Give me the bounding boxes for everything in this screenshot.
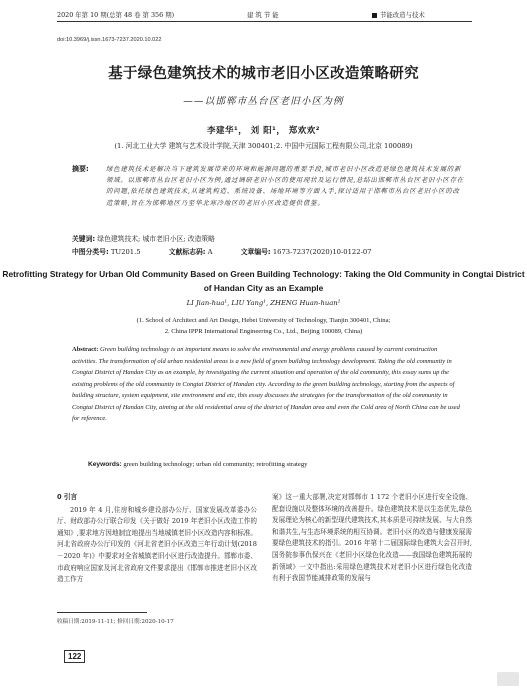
journal-name: 建 筑 节 能 — [247, 11, 279, 19]
keywords-chinese-text: 绿色建筑技术; 城市老旧小区; 改造策略 — [97, 235, 215, 243]
affiliation-english — [0, 315, 527, 337]
clc — [72, 248, 141, 256]
section-heading-introduction: 0 引言 — [57, 493, 78, 501]
article-number-label: 文章编号: — [240, 248, 271, 256]
body-paragraph-right: 案》这一重大部署,决定对邯郸市 1 172 个老旧小区进行安全设施、配套设施以及整体环境的改善提升。绿色建筑技术是以生态优先,绿色发展理论为核心的新型现代建筑技术,其本质是可持续发展、与大自然和谐共生,与生态环境系统的相互协调。老旧小区的改造与健康发展需要绿色建筑技术的指引。2016 年第十二届国际绿色建筑大会召开时,国务院参事仇保兴在《老旧小区绿色化改造——我国绿色建筑拓展的新领域》一文中指出:采用绿色建筑技术对老旧小区进行绿色化改造有利于我国节能减排政策的发展与 — [272, 493, 472, 583]
square-bullet-icon — [372, 13, 377, 18]
abstract-english-text: Green building technology is an important means to solve the environmental and energy problems caused by current construction activities. The transformation of old urban residential areas is a new field of green building technology development. Taking the old community in Congtai District of Handan City as an example, by investigating the current situation and operation of the old community, this essay sums up the existing problems of the old community in Congtai District of Handan city. According to the green building technology, starting from the aspects of building structure, system equipment, site environment and etc, this essay discusses the strategies for the transformation of the old community in Congtai District of Handan City, aiming at the old residential area of the district of Handan area and even the Cold area of North China can be used for reference. — [72, 346, 460, 422]
journal-issue: 2020 年第 10 期(总第 48 卷 第 356 期) — [57, 11, 175, 19]
doi: doi:10.3969/j.issn.1673-7237.2020.10.022 — [57, 37, 162, 43]
abstract-english — [72, 344, 462, 425]
authors-english: LI Jian-hua¹, LIU Yang¹, ZHENG Huan-huan² — [186, 299, 341, 307]
keywords-english — [88, 461, 307, 468]
header-rule — [57, 21, 472, 22]
received-dates: 收稿日期:2019-11-11; 修回日期:2020-10-17 — [57, 619, 174, 625]
abstract-chinese-label: 摘要: — [72, 165, 89, 173]
title-english: Retrofitting Strategy for Urban Old Community Based on Green Building Technology: Taking the Old Community in Congtai District of Handan City as an Example — [2, 269, 525, 293]
classification-line — [72, 246, 492, 256]
body-paragraph-left: 2019 年 4 月,住房和城乡建设部办公厅、国家发展改革委办公厅、财政部办公厅联合印发《关于做好 2019 年老旧小区改造工作的通知》,要求地方因地制宜地提出当地城镇老旧小区改造内容和标准。河北省政府办公厅印发的《河北省老旧小区改造三年行动计划(2018－2020 年)》中要求对全省城镇老旧小区进行改造提升。邯郸市委、市政府响应国家及河北省政府文件要求提出《邯郸市推进老旧小区改造工作方 — [57, 505, 257, 584]
doc-code-label: 文献标志码: — [168, 248, 206, 256]
affiliation-english-line2: 2. China IPPR International Engineering Co., Ltd., Beijing 100089, China) — [164, 328, 363, 335]
column-name-text: 节能改造与技术 — [380, 11, 425, 19]
abstract-english-label: Abstract: — [72, 346, 99, 353]
article-number-value: 1673-7237(2020)10-0122-07 — [272, 248, 372, 256]
abstract-chinese: 绿色建筑技术是解决当下建筑发展带来的环境和能源问题的重要手段,城市老旧小区改造是绿色建筑技术发展的新领域。以邯郸市丛台区老旧小区为例,通过调研老旧小区的使用现状及运行情况,总结出邯郸市丛台区老旧小区存在的问题,依托绿色建筑技术,从建筑构造、系统设备、场地环境等方面入手,探讨适用于邯郸市丛台区老旧小区的改造策略,旨在为邯郸地区乃至华北寒冷地区的老旧小区改造提供借鉴。 — [106, 165, 465, 207]
clc-value: TU201.5 — [110, 248, 141, 256]
authors-chinese: 李建华¹， 刘 阳¹， 郑欢欢² — [206, 126, 321, 136]
affiliation-chinese: (1. 河北工业大学 建筑与艺术设计学院,天津 300401;2. 中国中元国际工程有限公司,北京 100089) — [114, 142, 413, 150]
subtitle-chinese: ——以邯郸市丛台区老旧小区为例 — [183, 96, 344, 107]
title-chinese: 基于绿色建筑技术的城市老旧小区改造策略研究 — [108, 66, 419, 82]
column-name — [372, 10, 425, 19]
affiliation-english-line1: (1. School of Architect and Art Design, Hebei University of Technology, Tianjin 300401, China; — [136, 317, 391, 324]
keywords-chinese — [72, 233, 215, 243]
body-column-right — [272, 492, 472, 585]
doc-code — [169, 248, 213, 256]
keywords-english-label: Keywords: — [88, 461, 122, 468]
article-number — [241, 248, 372, 256]
keywords-english-text: green building technology; urban old community; retrofitting strategy — [123, 461, 308, 468]
page-number: 122 — [64, 650, 85, 663]
watermark-logo — [497, 672, 519, 686]
clc-label: 中图分类号: — [72, 248, 109, 256]
footnote-rule — [57, 612, 147, 613]
body-column-left — [57, 492, 257, 586]
keywords-chinese-label: 关键词: — [72, 235, 96, 243]
doc-code-value: A — [207, 248, 213, 256]
